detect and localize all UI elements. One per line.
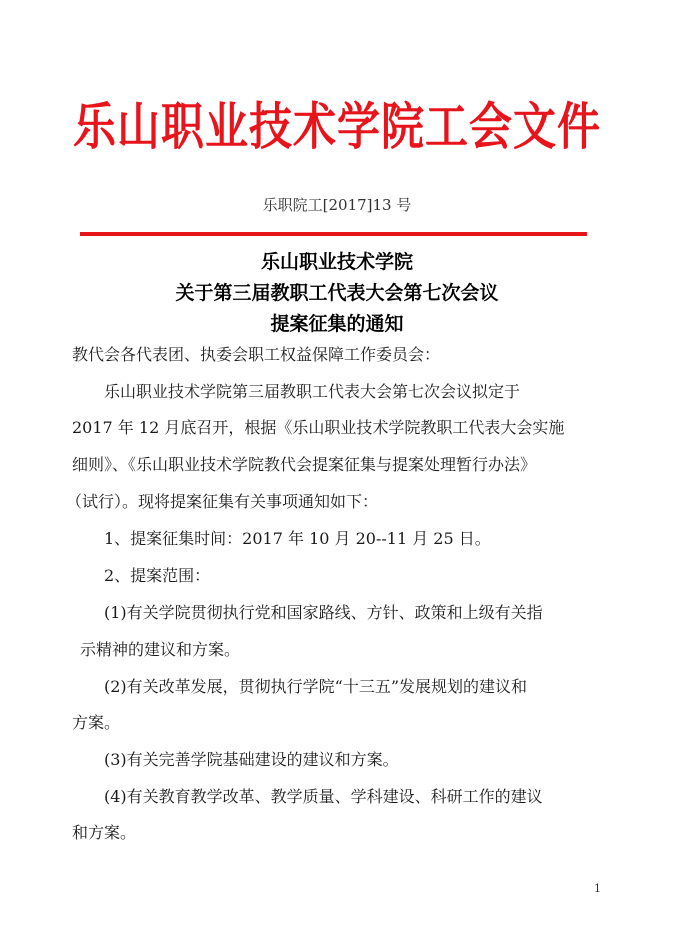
scope-item-2-cont: 方案。 (72, 713, 121, 732)
page-number: 1 (594, 882, 601, 895)
notice-heading-line-2: 关于第三届教职工代表大会第七次会议 (175, 282, 499, 304)
body-line: 2017 年 12 月底召开，根据《乐山职业技术学院教职工代表大会实施 (72, 418, 565, 437)
body-line: （试行）。现将提案征集有关事项通知如下： (66, 492, 379, 511)
scope-item-1: (1)有关学院贯彻执行党和国家路线、方针、政策和上级有关指 (104, 603, 543, 622)
red-divider-line (80, 232, 587, 236)
scope-item-4: (4)有关教育教学改革、教学质量、学科建设、科研工作的建议 (104, 787, 543, 806)
scope-item-2: (2)有关改革发展，贯彻执行学院“十三五”发展规划的建议和 (104, 677, 528, 696)
body-line: 乐山职业技术学院第三届教职工代表大会第七次会议拟定于 (104, 382, 521, 401)
item-collection-time: 1、提案征集时间：2017 年 10 月 20--11 月 25 日。 (104, 529, 491, 548)
notice-heading-line-3: 提案征集的通知 (270, 313, 404, 335)
scope-item-4-cont: 和方案。 (72, 823, 137, 842)
document-number: 乐职院工[2017]13 号 (262, 196, 412, 214)
document-header-title: 乐山职业技术学院工会文件 (73, 97, 601, 157)
salutation: 教代会各代表团、执委会职工权益保障工作委员会： (72, 345, 441, 364)
notice-heading-line-1: 乐山职业技术学院 (260, 251, 413, 273)
scope-item-1-cont: 示精神的建议和方案。 (80, 640, 241, 659)
item-scope: 2、提案范围： (104, 566, 211, 585)
scope-item-3: (3)有关完善学院基础建设的建议和方案。 (104, 750, 399, 769)
body-line: 细则》、《乐山职业技术学院教代会提案征集与提案处理暂行办法》 (72, 455, 537, 474)
